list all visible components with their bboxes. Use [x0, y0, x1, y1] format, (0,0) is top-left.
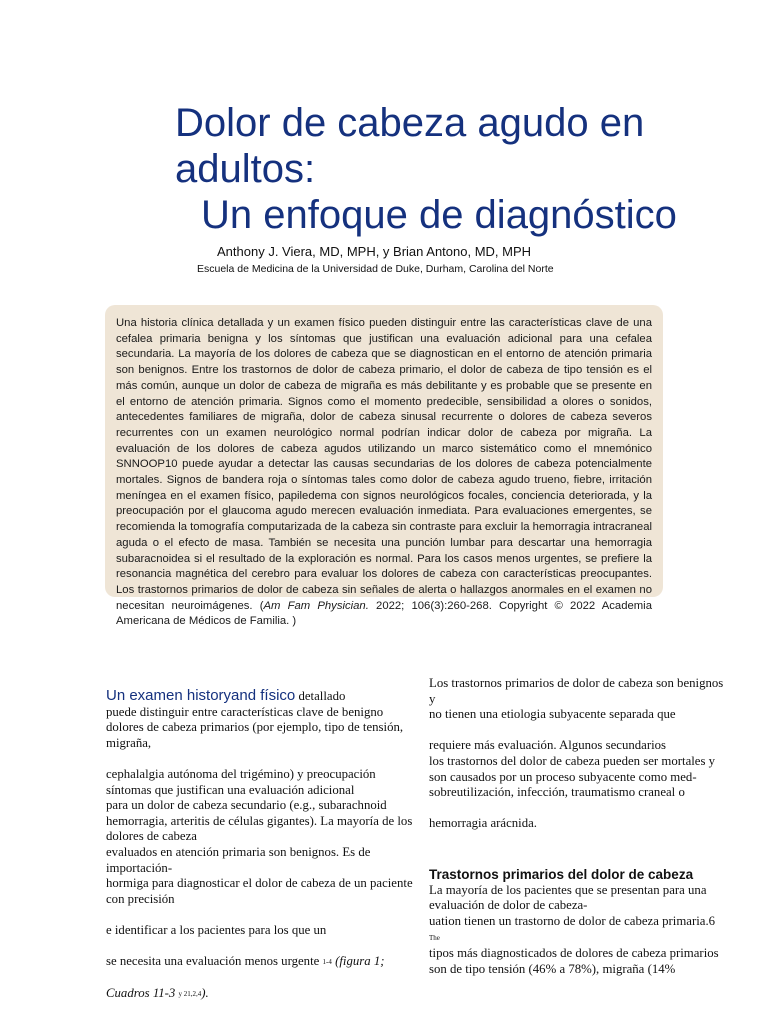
body-text: son de tipo tensión (46% a 78%), migraña (14% — [429, 961, 676, 976]
title-line-3: Un enfoque de diagnóstico — [201, 193, 677, 237]
left-column — [106, 688, 418, 1003]
body-text-span: ). — [201, 986, 209, 1001]
section-heading: Trastornos primarios del dolor de cabeza — [429, 867, 694, 883]
right-column — [429, 676, 729, 977]
body-text: requiere más evaluación. Algunos secundarios — [429, 738, 667, 753]
affiliation: Escuela de Medicina de la Universidad de Duke, Durham, Carolina del Norte — [197, 263, 554, 275]
article-title — [175, 100, 735, 238]
body-text: e identificar a los pacientes para los que un — [106, 922, 327, 937]
body-text — [106, 954, 418, 971]
abstract — [116, 316, 652, 630]
body-text-span: se necesita una evaluación menos urgente — [106, 954, 320, 969]
reference-superscript: y 21,2,4 — [178, 990, 202, 999]
body-text: sobreutilización, infección, traumatismo craneal o — [429, 785, 685, 800]
abstract-citation: 2022; 106(3):260-268. Copyright © 2022 Academia Americana de Médicos de Familia. ) — [116, 599, 652, 628]
body-text: los trastornos del dolor de cabeza pueden ser mortales y — [429, 753, 716, 768]
lead-rest: detallado — [295, 689, 346, 703]
body-text: hormiga para diagnosticar el dolor de cabeza de un paciente con precisión — [106, 876, 413, 906]
reference-superscript: The — [429, 933, 440, 942]
body-text: no tienen una etiologia subyacente separada que — [429, 707, 676, 722]
body-text — [429, 914, 729, 946]
body-text: La mayoría de los pacientes que se presentan para una evaluación de dolor de cabeza- — [429, 882, 707, 913]
body-text: hemorragia arácnida. — [429, 816, 537, 831]
body-text: Los trastornos primarios de dolor de cabeza son benignos y — [429, 676, 724, 706]
figure-reference: (figura 1; — [331, 954, 385, 969]
body-text: evaluados en atención primaria son benignos. Es de importación- — [106, 844, 371, 875]
abstract-text: Una historia clínica detallada y un examen físico pueden distinguir entre las características clave de una cefalea primaria benigna y los síntomas que justifican una evaluación adicional para una cefalea secundaria. La mayoría de los dolores de cabeza que se diagnostican en el entorno de atención primaria son benignos. Entre los trastornos de dolor de cabeza primario, el dolor de cabeza de tipo tensión es el más común, aunque un dolor de cabeza de migraña es más debilitante y es probable que se presente en el entorno de atención primaria. Signos como el momento predecible, sensibilidad a olores o sonidos, antecedentes familiares de migraña, dolor de cabeza sinusal recurrente o dolores de cabeza severos recurrentes con un examen neurológico normal podrían indicar dolor de cabeza por migraña. La evaluación de los dolores de cabeza agudos utilizando un marco sistemático como el mnemónico SNNOOP10 puede ayudar a detectar las causas secundarias de los dolores de cabeza potencialmente mortales. Signos de bandera roja o síntomas tales como dolor de cabeza agudo trueno, fiebre, irritación meníngea en el examen físico, papiledema con signos neurológicos focales, conciencia deteriorada, y la preocupación por el glaucoma agudo merecen evaluación inmediata. Para evaluaciones emergentes, se recomienda la tomografía computarizada de la cabeza sin contraste para excluir la hemorragia intracraneal aguda o el efecto de masa. También se necesita una punción lumbar para descartar una hemorragia subaracnoidea si el resultado de la exploración es normal. Para los casos menos urgentes, se prefiere la resonancia magnética del cerebro para evaluar los dolores de cabeza con características preocupantes. Los trastornos primarios de dolor de cabeza sin señales de alerta o hallazgos anormales en el examen no necesitan neuroimágenes. ( — [116, 317, 652, 612]
reference-superscript: 1-4 — [322, 958, 332, 967]
body-text: para un dolor de cabeza secundario (e.g., subarachnoid hemorragia, arteritis de células gigantes). La mayoría de los dolores de cabeza — [106, 798, 413, 844]
body-text: puede distinguir entre características clave de benigno dolores de cabeza primarios (por ejemplo, tipo de tensión, migraña, — [106, 704, 404, 750]
body-text — [106, 986, 418, 1003]
lead-heading: Un examen historyand físico — [106, 687, 296, 704]
body-text-span: uation tienen un trastorno de dolor de cabeza primaria.6 — [429, 913, 716, 928]
title-line-1: Dolor de cabeza agudo en — [175, 101, 645, 145]
body-text: tipos más diagnosticados de dolores de cabeza primarios — [429, 946, 719, 961]
abstract-journal: Am Fam Physician. — [263, 599, 369, 612]
title-line-2: adultos: — [175, 147, 316, 191]
authors: Anthony J. Viera, MD, MPH, y Brian Antono, MD, MPH — [217, 244, 532, 259]
lead-paragraph — [106, 688, 418, 705]
table-reference: Cuadros 11-3 — [106, 986, 176, 1001]
body-text: son causados por un proceso subyacente como med- — [429, 769, 697, 784]
body-text: cephalalgia autónoma del trigémino) y preocupación síntomas que justifican una evaluación adicional — [106, 766, 376, 797]
